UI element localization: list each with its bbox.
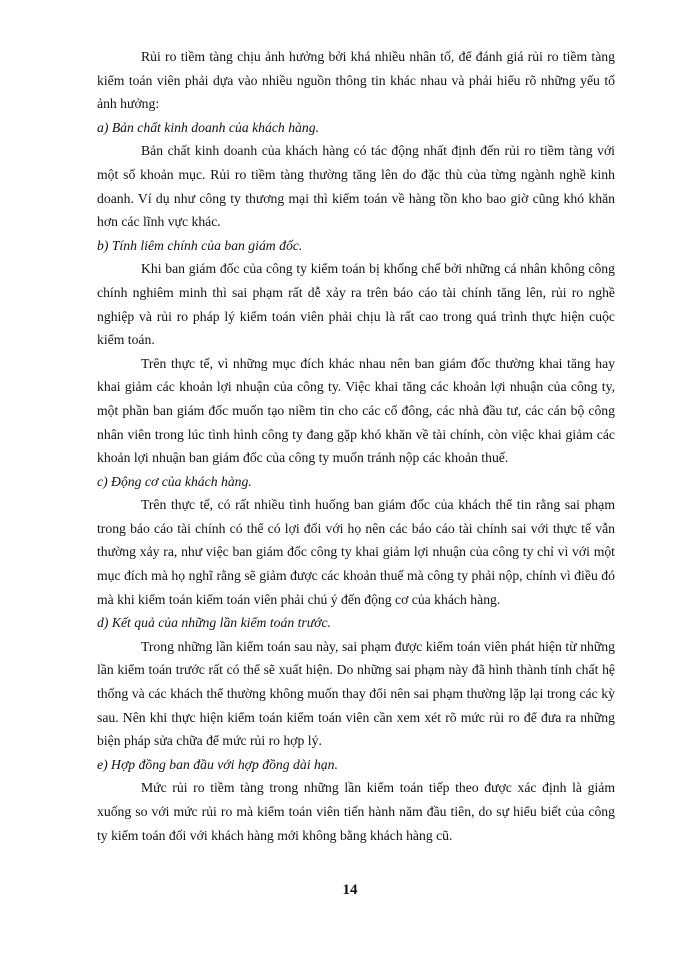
page-body [97,45,615,847]
section-b-heading: b) Tính liêm chính của ban giám đốc. [97,237,303,253]
section-a-heading: a) Bản chất kinh doanh của khách hàng. [97,119,319,135]
page-number: 14 [342,882,358,898]
section-a-paragraph: Bản chất kinh doanh của khách hàng có tác động nhất định đến rủi ro tiềm tàng với một số khoản mục. Rủi ro tiềm tàng thường tăng lên do đặc thù của từng ngành nghề kinh doanh. Ví dụ như công ty thương mại thì kiểm toán về hàng tồn kho bao giờ cũng khó khăn hơn các lĩnh vực khác. [97,143,615,230]
section-b-paragraph-2: Trên thực tế, vì những mục đích khác nhau nên ban giám đốc thường khai tăng hay khai giảm các khoản lợi nhuận của công ty. Việc khai tăng các khoản lợi nhuận của công ty, một phần ban giám đốc muốn tạo niềm tin cho các cổ đông, các nhà đầu tư, các cán bộ công nhân viên trong lúc tình hình công ty đang gặp khó khăn về tài chính, còn việc khai giảm các khoản lợi nhuận ban giám đốc của công ty muốn tránh nộp các khoản thuế. [97,355,615,466]
section-b-paragraph-1: Khi ban giám đốc của công ty kiểm toán bị khống chế bởi những cá nhân không công chính nghiêm minh thì sai phạm rất dễ xảy ra trên báo cáo tài chính tăng lên, rủi ro nghề nghiệp và rủi ro pháp lý kiểm toán viên phải chịu là rất cao trong quá trình thực hiện cuộc kiểm toán. [97,261,615,348]
section-c-paragraph: Trên thực tế, có rất nhiều tình huống ban giám đốc của khách thể tin rằng sai phạm trong báo cáo tài chính có thể có lợi đối với họ nên các báo cáo tài chính sai với thực tế vẫn thường xảy ra, như việc ban giám đốc công ty khai giảm lợi nhuận của công ty chỉ vì với một mục đích mà họ nghĩ rằng sẽ giảm được các khoản thuế mà công ty phải nộp, chính vì điều đó mà khi kiểm toán kiểm toán viên phải chú ý đến động cơ của khách hàng. [97,497,615,607]
section-d-paragraph: Trong những lần kiểm toán sau này, sai phạm được kiểm toán viên phát hiện từ những lần kiểm toán trước rất có thể sẽ xuất hiện. Do những sai phạm này đã hình thành tính chất hệ thống và các khách thể thường không muốn thay đổi nên sai phạm thường lặp lại trong các kỳ sau. Nên khi thực hiện kiểm toán kiểm toán viên cần xem xét rõ mức rủi ro để đưa ra những biện pháp sửa chữa để mức rủi ro hợp lý. [97,638,615,749]
section-d-heading: d) Kết quả của những lần kiểm toán trước. [97,615,331,631]
section-e-heading: e) Hợp đồng ban đầu với hợp đồng dài hạn. [97,756,338,772]
section-e-paragraph: Mức rủi ro tiềm tàng trong những lần kiểm toán tiếp theo được xác định là giảm xuống so với mức rủi ro mà kiểm toán viên tiến hành năm đầu tiên, do sự hiểu biết của công ty kiểm toán đối với khách hàng mới không bằng khách hàng cũ. [97,780,615,843]
intro-paragraph: Rủi ro tiềm tàng chịu ảnh hưởng bởi khá nhiều nhân tố, để đánh giá rủi ro tiềm tàng kiểm toán viên phải dựa vào nhiều nguồn thông tin khác nhau và phải hiểu rõ những yếu tố ảnh hưởng: [97,49,615,112]
section-c-heading: c) Động cơ của khách hàng. [97,473,252,489]
